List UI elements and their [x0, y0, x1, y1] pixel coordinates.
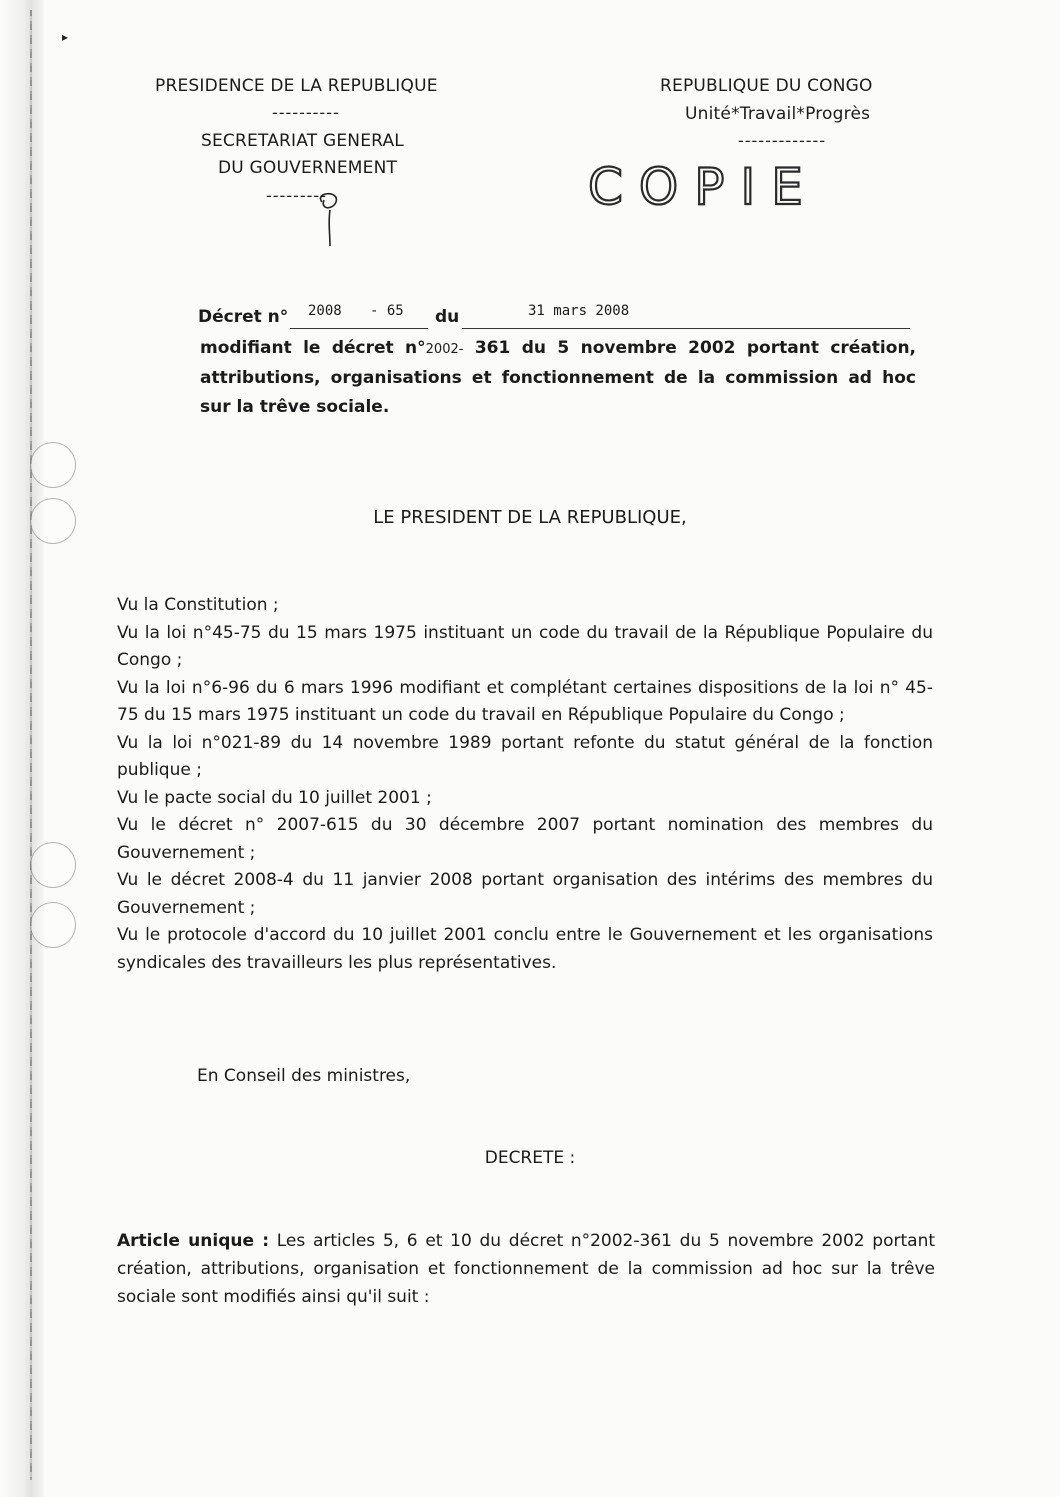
- header-gouvernement: DU GOUVERNEMENT: [218, 158, 398, 178]
- decrete-heading: DECRETE :: [484, 1148, 576, 1168]
- scan-mark: ▸: [62, 30, 69, 44]
- copie-stamp: [588, 158, 803, 216]
- decree-title: [200, 334, 916, 422]
- copie-letter: C: [588, 158, 623, 216]
- decree-date: 31 mars 2008: [528, 303, 630, 319]
- header-left-separator-2: ---------: [266, 186, 327, 205]
- copie-letter: E: [771, 158, 803, 216]
- visa-item: Vu le décret n° 2007-615 du 30 décembre 2007 portant nomination des membres du Gouvernement ;: [117, 815, 933, 863]
- decree-number: - 65: [370, 303, 404, 319]
- punch-hole: [30, 902, 76, 948]
- visa-item: Vu la Constitution ;: [117, 595, 279, 615]
- decree-number-line: [198, 303, 910, 333]
- decree-title-rest: 361 du 5 novembre 2002 portant création, attributions, organisations et fonctionnement de la commission ad hoc sur la trêve sociale.: [200, 338, 916, 417]
- decree-du-label: du: [435, 307, 460, 327]
- conseil-line: En Conseil des ministres,: [197, 1066, 411, 1086]
- decree-date-underline: [462, 328, 910, 329]
- punch-hole: [30, 842, 76, 888]
- scan-edge-line: [30, 10, 32, 1480]
- punch-hole: [30, 442, 76, 488]
- header-presidence: PRESIDENCE DE LA REPUBLIQUE: [155, 76, 438, 96]
- header-secretariat: SECRETARIAT GENERAL: [201, 131, 404, 151]
- copie-letter: O: [638, 158, 679, 216]
- article-label: Article unique :: [117, 1231, 270, 1251]
- header-left-separator: ----------: [272, 103, 340, 122]
- decree-number-year: 2008: [308, 303, 342, 319]
- visa-item: Vu le décret 2008-4 du 11 janvier 2008 portant organisation des intérims des membres du Gouvernement ;: [117, 870, 933, 918]
- decree-label: Décret n°: [198, 307, 289, 327]
- initials-signature: [306, 192, 356, 248]
- visas-list: [117, 592, 933, 977]
- visa-item: Vu la loi n°6-96 du 6 mars 1996 modifiant et complétant certaines dispositions de la loi n° 45-75 du 15 mars 1975 instituant un code du travail en République Populaire du Congo ;: [117, 677, 933, 725]
- scan-edge: [0, 0, 44, 1497]
- header-republique: REPUBLIQUE DU CONGO: [660, 76, 873, 96]
- visa-item: Vu la loi n°45-75 du 15 mars 1975 instituant un code du travail de la République Populaire du Congo ;: [117, 622, 933, 670]
- article-text: Les articles 5, 6 et 10 du décret n°2002-361 du 5 novembre 2002 portant création, attributions, organisation et fonctionnement de la commission ad hoc sur la trêve sociale sont modifiés ainsi qu'il suit :: [117, 1231, 936, 1307]
- copie-letter: P: [694, 158, 725, 216]
- header-motto: Unité*Travail*Progrès: [685, 104, 871, 124]
- decree-title-handwritten: 2002-: [425, 342, 464, 357]
- decree-number-underline: [290, 328, 428, 329]
- article-unique: [117, 1227, 935, 1311]
- decree-title-prefix: modifiant le décret n°: [200, 338, 426, 358]
- visa-item: Vu le protocole d'accord du 10 juillet 2001 conclu entre le Gouvernement et les organisations syndicales des travailleurs les plus représentatives.: [117, 925, 933, 973]
- president-heading: LE PRESIDENT DE LA REPUBLIQUE,: [373, 507, 687, 528]
- header-right-separator: -------------: [738, 131, 827, 150]
- visa-item: Vu la loi n°021-89 du 14 novembre 1989 portant refonte du statut général de la fonction publique ;: [117, 732, 933, 780]
- visa-item: Vu le pacte social du 10 juillet 2001 ;: [117, 787, 432, 808]
- copie-letter: I: [740, 158, 756, 216]
